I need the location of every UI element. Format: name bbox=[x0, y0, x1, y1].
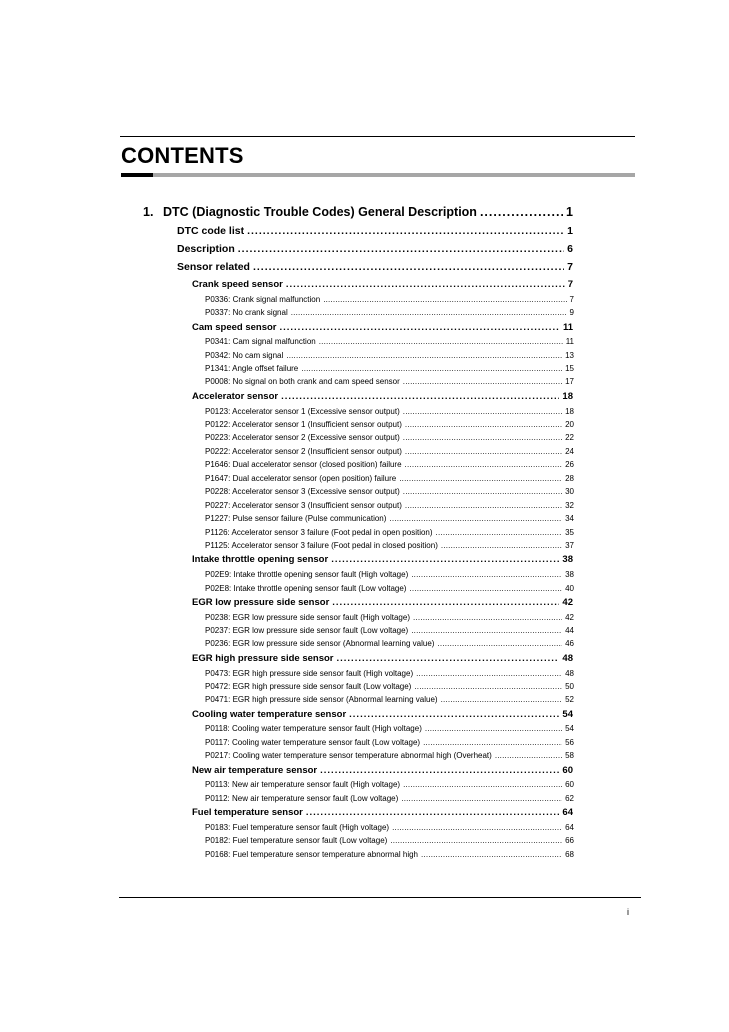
toc-group-title: EGR high pressure side sensor bbox=[192, 652, 334, 664]
toc-item[interactable] bbox=[205, 724, 574, 733]
toc-item[interactable] bbox=[205, 364, 574, 373]
toc-section-page: 1 bbox=[567, 225, 573, 237]
toc-item-title: P0118: Cooling water temperature sensor fault (High voltage) bbox=[205, 724, 422, 734]
toc-item-page: 50 bbox=[565, 681, 574, 691]
toc-item-title: P1227: Pulse sensor failure (Pulse communication) bbox=[205, 514, 387, 524]
toc-item[interactable] bbox=[205, 794, 574, 803]
toc-item-page: 42 bbox=[565, 612, 574, 622]
toc-item-page: 56 bbox=[565, 737, 574, 747]
toc-item-title: P0336: Crank signal malfunction bbox=[205, 294, 321, 304]
toc-group-title: Cooling water temperature sensor bbox=[192, 708, 347, 720]
toc-item-title: P0237: EGR low pressure side sensor fault (Low voltage) bbox=[205, 626, 409, 635]
toc-item-title: P0342: No cam signal bbox=[205, 350, 284, 360]
toc-item-page: 62 bbox=[565, 793, 574, 803]
toc-group[interactable] bbox=[192, 554, 573, 565]
toc-item-title: P0223: Accelerator sensor 2 (Excessive sensor output) bbox=[205, 433, 400, 443]
toc-item-title: P0123: Accelerator sensor 1 (Excessive sensor output) bbox=[205, 406, 400, 416]
toc-group-page: 48 bbox=[562, 652, 573, 664]
toc-item-page: 34 bbox=[565, 514, 574, 524]
toc-item[interactable] bbox=[205, 669, 574, 678]
toc-item-page: 7 bbox=[569, 294, 574, 304]
toc-item-title: P0182: Fuel temperature sensor fault (Low voltage) bbox=[205, 836, 388, 846]
toc-item-title: P0337: No crank signal bbox=[205, 308, 288, 318]
toc-group-title: Cam speed sensor bbox=[192, 321, 277, 333]
toc-item-page: 32 bbox=[565, 500, 574, 510]
toc-group[interactable] bbox=[192, 597, 573, 608]
toc-item-page: 37 bbox=[565, 541, 574, 550]
toc-item-title: P0217: Cooling water temperature sensor temperature abnormal high (Overheat) bbox=[205, 751, 492, 761]
toc-item[interactable] bbox=[205, 738, 574, 747]
footer-rule bbox=[119, 897, 641, 898]
toc-group-page: 38 bbox=[562, 554, 573, 566]
toc-group[interactable] bbox=[192, 765, 573, 776]
toc-item[interactable] bbox=[205, 433, 574, 442]
page-title: CONTENTS bbox=[121, 143, 244, 168]
toc-item-title: P0236: EGR low pressure side sensor (Abnormal learning value) bbox=[205, 639, 435, 649]
toc-item-page: 28 bbox=[565, 473, 574, 483]
toc-item-page: 24 bbox=[565, 446, 574, 456]
toc-item-page: 38 bbox=[565, 570, 574, 580]
toc-item[interactable] bbox=[205, 487, 574, 496]
toc-item-title: P0227: Accelerator sensor 3 (Insufficient sensor output) bbox=[205, 500, 402, 510]
toc-item-title: P0183: Fuel temperature sensor fault (High voltage) bbox=[205, 822, 390, 832]
toc-item-page: 22 bbox=[565, 433, 574, 443]
toc-item-page: 17 bbox=[565, 377, 574, 387]
toc-item[interactable] bbox=[205, 377, 574, 386]
toc-group-page: 64 bbox=[562, 807, 573, 819]
toc-group[interactable] bbox=[192, 807, 573, 818]
toc-item[interactable] bbox=[205, 447, 574, 456]
toc-group[interactable] bbox=[192, 322, 573, 333]
toc-item-title: P0222: Accelerator sensor 2 (Insufficient sensor output) bbox=[205, 446, 402, 456]
toc-item-title: P1125: Accelerator sensor 3 failure (Foot pedal in closed position) bbox=[205, 541, 438, 550]
toc-item-title: P0228: Accelerator sensor 3 (Excessive sensor output) bbox=[205, 487, 400, 497]
toc-item[interactable] bbox=[205, 295, 574, 304]
toc-item[interactable] bbox=[205, 584, 574, 593]
chapter-page: 1 bbox=[566, 205, 573, 219]
toc-item[interactable] bbox=[205, 501, 574, 510]
toc-item[interactable] bbox=[205, 613, 574, 622]
toc-item-page: 26 bbox=[565, 460, 574, 470]
toc-group[interactable] bbox=[192, 653, 573, 664]
toc-item-title: P0471: EGR high pressure side sensor (Abnormal learning value) bbox=[205, 695, 438, 705]
toc-item[interactable] bbox=[205, 570, 574, 579]
toc-group-page: 11 bbox=[562, 321, 573, 333]
toc-item[interactable] bbox=[205, 639, 574, 648]
toc-group[interactable] bbox=[192, 391, 573, 402]
toc-group-page: 54 bbox=[562, 708, 573, 720]
toc-item-page: 13 bbox=[565, 350, 574, 360]
top-rule bbox=[120, 136, 635, 137]
toc-group-title: New air temperature sensor bbox=[192, 764, 318, 776]
toc-item[interactable] bbox=[205, 823, 574, 832]
toc-item-page: 30 bbox=[565, 487, 574, 497]
toc-group-title: Fuel temperature sensor bbox=[192, 807, 303, 819]
toc-item-title: P1341: Angle offset failure bbox=[205, 364, 299, 373]
toc-item-title: P0238: EGR low pressure side sensor fault (High voltage) bbox=[205, 612, 410, 622]
toc-item-page: 18 bbox=[565, 406, 574, 416]
toc-group-page: 60 bbox=[562, 764, 573, 776]
toc-item-page: 54 bbox=[565, 724, 574, 734]
toc-item-title: P02E9: Intake throttle opening sensor fault (High voltage) bbox=[205, 570, 409, 580]
toc-item-page: 66 bbox=[565, 836, 574, 846]
toc-item-title: P0117: Cooling water temperature sensor fault (Low voltage) bbox=[205, 737, 421, 747]
toc-item-page: 60 bbox=[565, 780, 574, 790]
toc-item[interactable] bbox=[205, 850, 574, 859]
toc-item[interactable] bbox=[205, 514, 574, 523]
chapter-number: 1. bbox=[143, 205, 154, 219]
toc-item[interactable] bbox=[205, 682, 574, 691]
toc-item-title: P0473: EGR high pressure side sensor fault (High voltage) bbox=[205, 668, 414, 678]
toc-item-title: P0112: New air temperature sensor fault (Low voltage) bbox=[205, 793, 399, 803]
toc-item-title: P0472: EGR high pressure side sensor fault (Low voltage) bbox=[205, 681, 412, 691]
toc-item[interactable] bbox=[205, 541, 574, 550]
page-number: i bbox=[627, 907, 629, 917]
heading-underline-accent bbox=[121, 173, 153, 177]
toc-item-page: 44 bbox=[565, 626, 574, 635]
toc-item[interactable] bbox=[205, 474, 574, 483]
heading-underline bbox=[121, 173, 635, 177]
toc-section-title: DTC code list bbox=[177, 225, 245, 237]
toc-item-page: 68 bbox=[565, 849, 574, 859]
toc-item[interactable] bbox=[205, 407, 574, 416]
toc-item[interactable] bbox=[205, 626, 574, 635]
toc-section[interactable] bbox=[177, 261, 573, 273]
toc-section-page: 7 bbox=[567, 261, 573, 273]
toc-section-page: 6 bbox=[567, 243, 573, 255]
toc-item-page: 48 bbox=[565, 668, 574, 678]
toc-group[interactable] bbox=[192, 709, 573, 720]
toc-item[interactable] bbox=[205, 351, 574, 360]
chapter-title: DTC (Diagnostic Trouble Codes) General Description bbox=[163, 205, 477, 219]
toc-group-title: Accelerator sensor bbox=[192, 390, 279, 402]
toc-section[interactable] bbox=[177, 225, 573, 237]
toc-chapter[interactable] bbox=[143, 205, 573, 219]
toc-group-title: Crank speed sensor bbox=[192, 279, 283, 290]
toc-group[interactable] bbox=[192, 279, 573, 290]
toc-item-page: 15 bbox=[565, 364, 574, 373]
toc-section[interactable] bbox=[177, 243, 573, 255]
toc-group-page: 18 bbox=[562, 390, 573, 402]
toc-group-title: Intake throttle opening sensor bbox=[192, 554, 329, 566]
toc-group-page: 42 bbox=[562, 596, 573, 608]
toc-group-title: EGR low pressure side sensor bbox=[192, 596, 330, 608]
toc-item-page: 52 bbox=[565, 695, 574, 705]
toc-item[interactable] bbox=[205, 780, 574, 789]
toc-item-title: P1126: Accelerator sensor 3 failure (Foot pedal in open position) bbox=[205, 527, 433, 537]
toc-item-page: 64 bbox=[565, 822, 574, 832]
toc-item-title: P0008: No signal on both crank and cam speed sensor bbox=[205, 377, 400, 387]
toc-item[interactable] bbox=[205, 528, 574, 537]
toc-item-page: 35 bbox=[565, 527, 574, 537]
toc-item-page: 58 bbox=[565, 751, 574, 761]
toc-item-title: P0168: Fuel temperature sensor temperature abnormal high bbox=[205, 849, 419, 859]
toc-item[interactable] bbox=[205, 420, 574, 429]
toc-item-page: 20 bbox=[565, 419, 574, 429]
toc-item-title: P0113: New air temperature sensor fault (High voltage) bbox=[205, 780, 401, 790]
toc-item-title: P0122: Accelerator sensor 1 (Insufficient sensor output) bbox=[205, 419, 402, 429]
toc-item[interactable] bbox=[205, 308, 574, 317]
toc-item[interactable] bbox=[205, 695, 574, 704]
toc-item-title: P0341: Cam signal malfunction bbox=[205, 337, 316, 347]
toc-item-title: P1647: Dual accelerator sensor (open position) failure bbox=[205, 473, 397, 483]
toc-item-page: 11 bbox=[565, 337, 574, 347]
toc-item-page: 40 bbox=[565, 583, 574, 593]
toc-item-page: 46 bbox=[565, 639, 574, 649]
toc-section-title: Description bbox=[177, 243, 235, 255]
toc-item[interactable] bbox=[205, 836, 574, 845]
toc-group-page: 7 bbox=[567, 279, 573, 290]
toc-item[interactable] bbox=[205, 337, 574, 346]
toc-item-title: P1646: Dual accelerator sensor (closed position) failure bbox=[205, 460, 402, 470]
toc-item[interactable] bbox=[205, 460, 574, 469]
toc-item-title: P02E8: Intake throttle opening sensor fault (Low voltage) bbox=[205, 583, 407, 593]
toc-section-title: Sensor related bbox=[177, 261, 250, 273]
toc-item[interactable] bbox=[205, 751, 574, 760]
toc-item-page: 9 bbox=[569, 308, 574, 318]
